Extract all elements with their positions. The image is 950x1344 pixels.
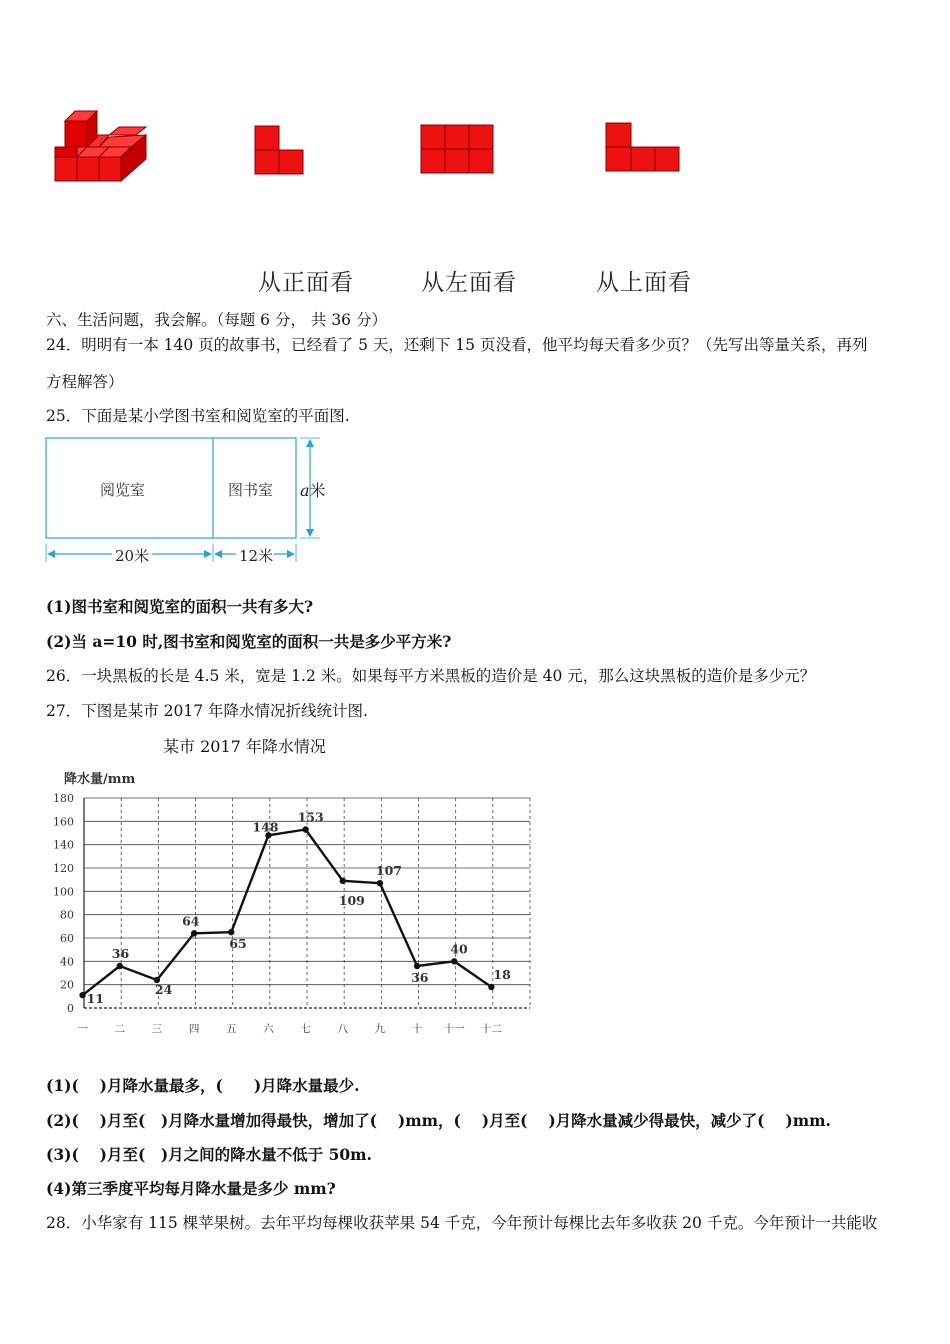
q27-title: 27．下图是某市 2017 年降水情况折线统计图. — [46, 702, 368, 720]
q24-line1: 24．明明有一本 140 页的故事书，已经看了 5 天，还剩下 15 页没看，他平均每天看多少页？（先写出等量关系，再列 — [46, 336, 868, 354]
data-point — [79, 992, 85, 998]
y-tick-label: 20 — [60, 978, 74, 992]
room-label-reading: 阅览室 — [100, 481, 146, 499]
data-point — [340, 878, 346, 884]
data-point — [377, 880, 383, 886]
q27-sub3: (3)( )月至( )月之间的降水量不低于 50m. — [46, 1145, 372, 1164]
series-line — [83, 830, 492, 996]
rainfall-line-chart — [40, 762, 540, 1042]
data-point — [191, 930, 197, 936]
dim-height-var: a — [300, 481, 310, 500]
x-tick-label: 九 — [374, 1023, 386, 1035]
data-label: 64 — [182, 913, 200, 929]
x-tick-label: 八 — [337, 1023, 348, 1035]
x-tick-label: 四 — [188, 1023, 200, 1035]
q25-title: 25．下面是某小学图书室和阅览室的平面图. — [46, 407, 350, 425]
data-label: 107 — [375, 863, 403, 879]
x-tick-label: 一 — [77, 1023, 88, 1035]
view-label-top: 从上面看 — [596, 270, 692, 296]
q28-text: 28．小华家有 115 棵苹果树。去年平均每棵收获苹果 54 千克，今年预计每棵比去年多收获 20 千克。今年预计一共能收 — [46, 1214, 878, 1232]
data-point — [117, 963, 123, 969]
data-label: 11 — [86, 991, 104, 1007]
data-label: 109 — [338, 892, 365, 908]
data-point — [414, 963, 420, 969]
data-label: 18 — [493, 967, 511, 982]
dim-width2-label: 12米 — [239, 547, 274, 565]
chart-title: 某市 2017 年降水情况 — [163, 737, 326, 756]
data-point — [488, 984, 494, 990]
dim-height-label — [300, 478, 326, 501]
y-tick-label: 0 — [67, 1002, 74, 1015]
q27-sub4: (4)第三季度平均每月降水量是多少 mm? — [46, 1179, 336, 1198]
data-point — [302, 826, 308, 832]
x-tick-label: 七 — [300, 1023, 311, 1035]
x-tick-label: 五 — [226, 1023, 237, 1035]
floor-plan-diagram — [40, 430, 340, 570]
x-tick-label: 十二 — [480, 1023, 502, 1035]
room-label-library: 图书室 — [228, 481, 274, 499]
front-view-figure — [254, 125, 306, 175]
x-tick-label: 二 — [114, 1023, 125, 1035]
x-tick-label: 十 — [411, 1023, 423, 1035]
y-tick-label: 40 — [60, 955, 74, 969]
data-label: 36 — [111, 946, 130, 961]
q25-sub2: (2)当 a=10 时,图书室和阅览室的面积一共是多少平方米? — [46, 632, 452, 651]
data-label: 148 — [252, 819, 279, 835]
y-tick-label: 80 — [60, 908, 74, 922]
cube-solid-figure — [50, 105, 160, 187]
y-tick-label: 160 — [53, 815, 74, 829]
data-label: 65 — [229, 936, 247, 952]
x-tick-label: 十一 — [443, 1023, 465, 1035]
y-tick-label: 140 — [53, 838, 74, 852]
q27-sub1: (1)( )月降水量最多，( )月降水量最少. — [46, 1076, 360, 1095]
q27-sub2: (2)( )月至( )月降水量增加得最快，增加了( )mm，( )月至( )月降水量减少得最快，减少了( )mm. — [46, 1111, 831, 1130]
y-tick-label: 100 — [53, 885, 74, 899]
data-point — [451, 958, 457, 964]
left-view-figure — [420, 124, 494, 174]
data-point — [228, 929, 234, 935]
data-label: 36 — [411, 970, 429, 985]
x-tick-label: 三 — [151, 1023, 163, 1035]
q25-sub1: (1)图书室和阅览室的面积一共有多大? — [46, 597, 314, 616]
y-tick-label: 60 — [60, 932, 74, 945]
q26-text: 26．一块黑板的长是 4.5 米，宽是 1.2 米。如果每平方米黑板的造价是 40 元，那么这块黑板的造价是多少元？ — [46, 667, 816, 685]
data-label: 153 — [297, 809, 324, 825]
dim-height-unit: 米 — [309, 481, 326, 500]
y-axis-label: 降水量/mm — [64, 772, 136, 787]
q24-line2: 方程解答） — [46, 373, 124, 391]
dim-width1-label: 20米 — [115, 547, 150, 565]
data-label: 40 — [450, 941, 468, 957]
view-label-front: 从正面看 — [258, 270, 354, 296]
data-label: 24 — [154, 982, 173, 997]
view-label-left: 从左面看 — [421, 270, 517, 296]
section-title: 六、生活问题，我会解。（每题 6 分， 共 36 分） — [46, 311, 387, 329]
x-tick-label: 六 — [263, 1023, 274, 1035]
top-view-figure — [605, 122, 681, 172]
y-tick-label: 120 — [53, 862, 74, 875]
y-tick-label: 180 — [53, 792, 74, 805]
